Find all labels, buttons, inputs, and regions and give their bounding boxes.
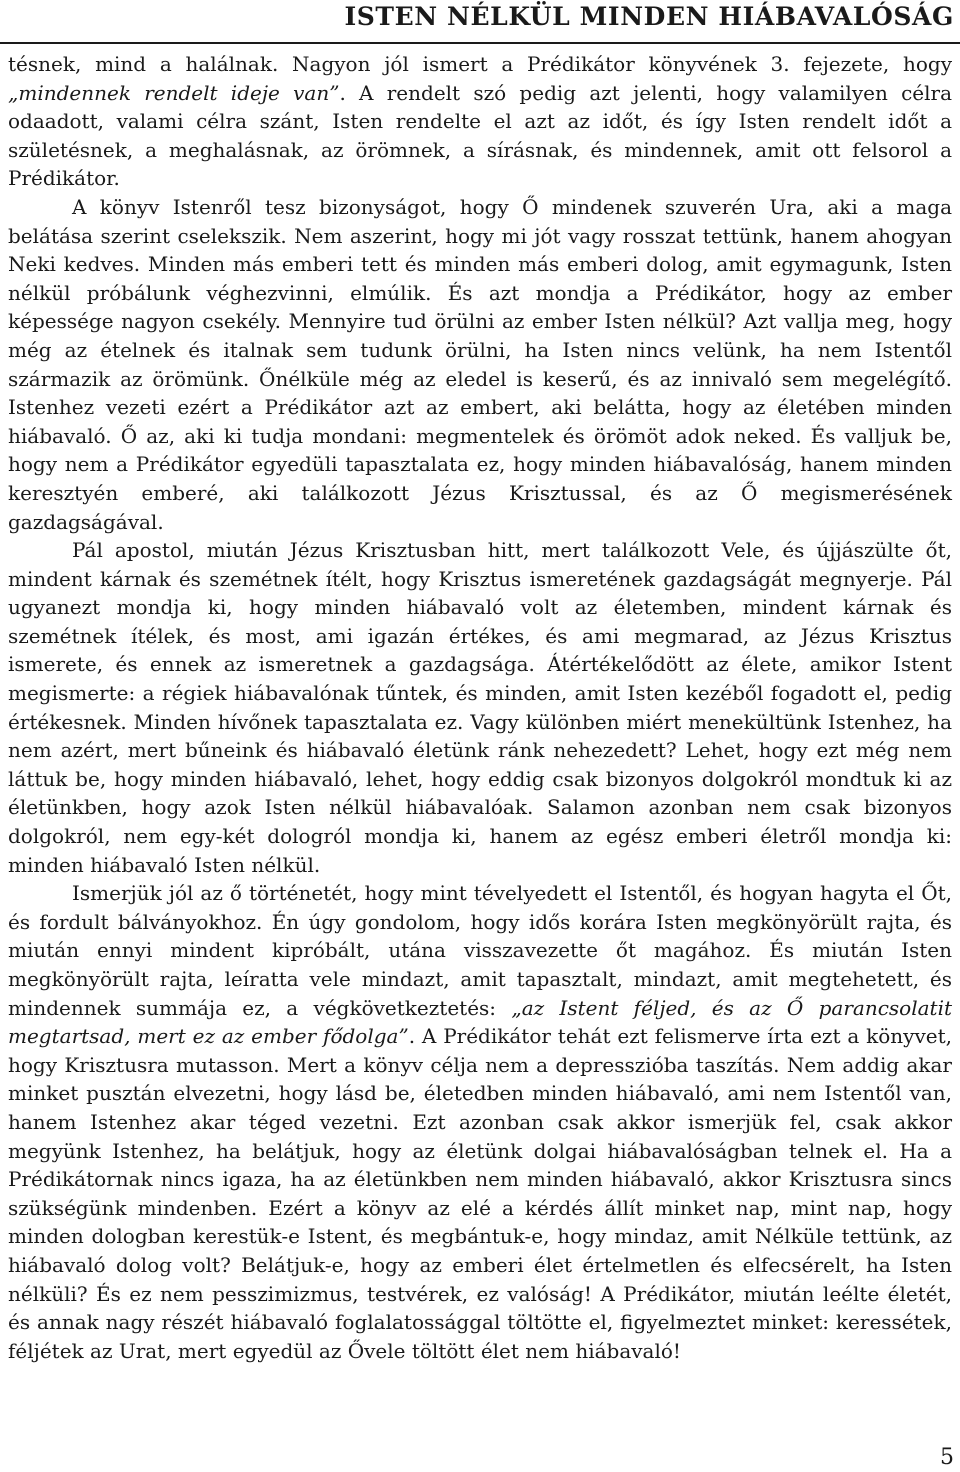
paragraph <box>8 879 952 1365</box>
paragraph-text: tésnek, mind a halálnak. Nagyon jól ismert a Prédikátor könyvének 3. fejezete, hogy <box>8 52 952 76</box>
paragraph: A könyv Istenről tesz bizonyságot, hogy Ő mindenek szuverén Ura, aki a maga belátása szerint cselekszik. Nem aszerint, hogy mi jót vagy rosszat tettünk, hanem ahogyan Neki kedves. Minden más emberi tett és minden más emberi dolog, amit egymagunk, Isten nélkül próbálunk véghezvinni, elmúlik. És azt mondja a Prédikátor, hogy az ember képessége nagyon csekély. Mennyire tud örülni az ember Isten nélkül? Azt vallja meg, hogy még az ételnek és italnak sem tudunk örülni, ha Isten nincs velünk, ha nem Istentől származik az örömünk. Őnélküle még az eledel is keserű, és az innivaló sem megelégítő. Istenhez vezeti ezért a Prédikátor azt az embert, aki belátta, hogy az életében minden hiábavaló. Ő az, aki ki tudja mondani: megmentelek és örömöt adok neked. És valljuk be, hogy nem a Prédikátor egyedüli tapasztalata ez, hogy minden hiábavalóság, hanem minden keresztyén emberé, aki találkozott Jézus Krisztussal, és az Ő megismerésének gazdagságával. <box>8 194 952 534</box>
quotation: „az Istent féljed, és az Ő parancsolatit megtartsad, mert ez az ember fődolga” <box>8 995 953 1049</box>
paragraph-continued <box>8 50 952 193</box>
paragraph: Pál apostol, miután Jézus Krisztusban hitt, mert találkozott Vele, és újjászülte őt, mindent kárnak és szemétnek ítélt, hogy Krisztus ismeretének gazdagságát megnyerje. Pál ugyanezt mondja ki, hogy minden hiábavaló volt az életemben, mindent kárnak és szemétnek ítélek, és most, ami igazán értékes, és ami megmarad, az Jézus Krisztus ismerete, és ennek az ismeretnek a gazdagsága. Átértékelődött az élete, amikor Istent megismerte: a régiek hiábavalónak tűntek, és minden, amit Isten kezéből fogadott el, pedig értékesnek. Minden hívőnek tapasztalata ez. Vagy különben miért menekültünk Istenhez, ha nem azért, mert bűneink és hiábavaló életünk ránk nehezedett? Lehet, hogy ezt még nem láttuk be, hogy minden hiábavaló, lehet, hogy eddig csak bizonyos dolgokról mondtuk ki az életünkben, hogy azok Isten nélkül hiábavalóak. Salamon azonban nem csak bizonyos dolgokról, nem egy-két dologról mondja ki, hanem az egész emberi életről mondja ki: minden hiábavaló Isten nélkül. <box>8 538 952 877</box>
running-title: ISTEN NÉLKÜL MINDEN HIÁBAVALÓSÁG <box>344 2 954 31</box>
quotation: „mindennek rendelt ideje van” <box>8 80 340 105</box>
paragraph-text: Ismerjük jól az ő történetét, hogy mint tévelyedett el Istentől, és hogyan hagyta el Őt, és fordult bálványokhoz. Én úgy gondolom, hogy idős korára Isten megkönyörült rajta, és miután ennyi mindent kipróbált, utána visszavezette őt magához. És miután Isten megkönyörült rajta, leíratta vele mindazt, amit tapasztalt, mindazt, amit megtehetett, és mindennek summája ez, a végkövetkeztetés: <box>8 881 952 1020</box>
body-text <box>8 50 952 1365</box>
running-header <box>0 2 960 44</box>
page-number: 5 <box>940 1445 954 1470</box>
paragraph-text: . A Prédikátor tehát ezt felismerve írta ezt a könyvet, hogy Krisztusra mutasson. Mert a könyv célja nem a depresszióba taszítás. Nem addig akar minket pusztán elvezetni, hogy lásd be, életedben minden hiábavaló, ami nem Istentől van, hanem Istenhez akar téged vezetni. Ezt azonban csak akkor ismerjük fel, csak akkor megyünk Istenhez, ha belátjuk, hogy az életünk dolgai hiábavalóságban telnek el. Ha a Prédikátornak nincs igaza, ha az életünkben nem minden hiábavaló, akkor Krisztusra sincs szükségünk mindenben. Ezért a könyv az elé a kérdés állít minket nap, mint nap, hogy minden dologban kerestük-e Istent, és megbántuk-e, hogy mindaz, amit Nélküle tettünk, az hiábavaló dolog volt? Belátjuk-e, hogy az emberi élet értelmetlen és elfecsérelt, ha Isten nélküli? És ez nem pesszimizmus, testvérek, ez valóság! A Prédikátor, miután leélte életét, és annak nagy részét hiábavaló foglalatossággal töltötte el, figyelmeztet minket: keressétek, féljétek az Urat, mert egyedül az Ővele töltött élet nem hiábavaló! <box>8 1024 952 1363</box>
paragraph-text: . A rendelt szó pedig azt jelenti, hogy valamilyen célra odaadott, valami célra szánt, Isten rendelte el azt az időt, és így Isten rendelt időt a születésnek, a meghalásnak, az örömnek, a sírásnak, és mindennek, amit ott felsorol a Prédikátor. <box>8 80 953 191</box>
